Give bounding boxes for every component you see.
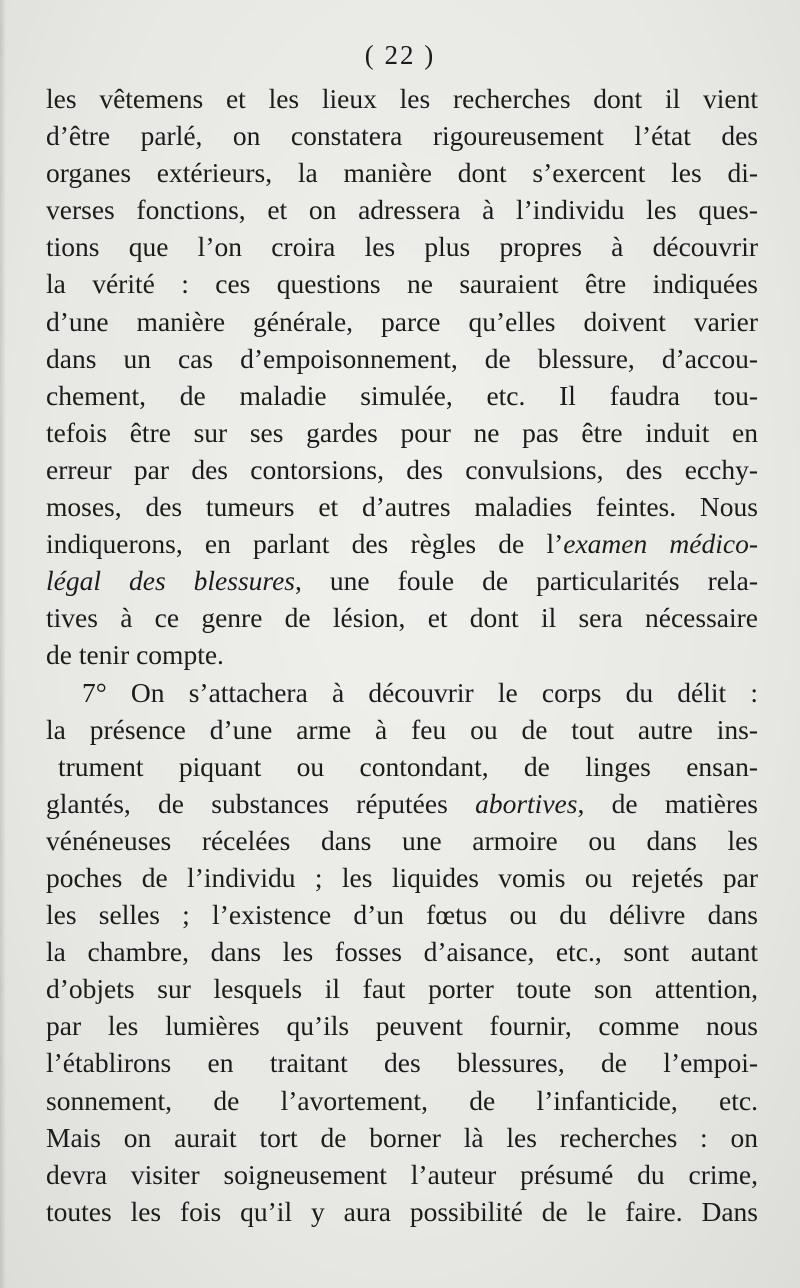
text-line [46, 377, 758, 414]
text-line [46, 303, 758, 340]
text-line [46, 822, 758, 859]
text-segment: erreur par des contorsions, des convulsions, des ecchy- [46, 453, 758, 485]
text-line [46, 748, 758, 785]
text-segment: indiquerons, en parlant des règles de l’ [46, 528, 564, 560]
text-line [46, 1007, 758, 1044]
text-line [46, 525, 758, 562]
text-segment: devra visiter soigneusement l’auteur présumé du crime, [46, 1158, 758, 1190]
text-line [46, 191, 758, 228]
text-segment: toutes les fois qu’il y aura possibilité de le faire. Dans [46, 1195, 758, 1227]
text-line [46, 970, 758, 1007]
text-segment: chement, de maladie simulée, etc. Il faudra tou- [46, 379, 758, 411]
body-text [46, 80, 758, 1230]
text-segment: tions que l’on croira les plus propres à découvrir [46, 231, 758, 263]
text-segment: sonnement, de l’avortement, de l’infanticide, etc. [46, 1084, 758, 1116]
text-segment: verses fonctions, et on adressera à l’individu les ques- [46, 194, 758, 226]
text-line [46, 896, 758, 933]
italic-text-segment: examen médico- [563, 528, 759, 560]
text-segment: la chambre, dans les fosses d’aisance, etc., sont autant [46, 936, 758, 968]
text-line [46, 265, 758, 302]
text-line [46, 562, 758, 599]
text-segment: l’établirons en traitant des blessures, de l’empoi- [46, 1047, 758, 1079]
text-line [46, 451, 758, 488]
page-number: ( 22 ) [364, 40, 436, 70]
text-segment: les vêtemens et les lieux les recherches dont il vient [46, 83, 758, 114]
text-segment: d’être parlé, on constatera rigoureusement l’état des [46, 120, 758, 152]
text-segment: par les lumières qu’ils peuvent fournir, comme nous [46, 1010, 758, 1042]
text-line [46, 1156, 758, 1193]
italic-text-segment: légal des blessures [46, 565, 296, 597]
text-line [46, 154, 758, 191]
text-segment: Mais on aurait tort de borner là les recherches : on [46, 1121, 758, 1153]
text-segment: tives à ce genre de lésion, et dont il sera nécessaire [46, 602, 758, 634]
text-segment: de tenir compte. [46, 639, 224, 671]
text-segment: , de matières [577, 787, 758, 819]
italic-text-segment: abortives [475, 787, 578, 819]
text-line [46, 1044, 758, 1081]
text-segment: poches de l’individu ; les liquides vomis ou rejetés par [46, 861, 758, 893]
text-line [46, 711, 758, 748]
text-line [46, 599, 758, 636]
text-line [46, 636, 758, 673]
text-segment: dans un cas d’empoisonnement, de blessure, d’accou- [46, 342, 758, 374]
text-line [46, 1082, 758, 1119]
text-line [46, 1119, 758, 1156]
text-segment: la vérité : ces questions ne sauraient être indiquées [46, 268, 758, 300]
page-edge-shadow [0, 0, 6, 1288]
text-segment: glantés, de substances réputées [46, 787, 476, 819]
text-segment: la présence d’une arme à feu ou de tout autre ins- [46, 713, 758, 745]
text-line [46, 933, 758, 970]
text-segment: organes extérieurs, la manière dont s’exercent les di- [46, 157, 758, 189]
text-line [46, 859, 758, 896]
text-line [46, 674, 758, 711]
text-line [46, 785, 758, 822]
text-segment: tefois être sur ses gardes pour ne pas être induit en [46, 416, 758, 448]
text-line [46, 228, 758, 265]
text-segment: moses, des tumeurs et d’autres maladies feintes. Nous [46, 491, 758, 523]
text-segment: d’une manière générale, parce qu’elles doivent varier [46, 305, 758, 337]
text-line [46, 117, 758, 154]
text-segment: vénéneuses récelées dans une armoire ou dans les [46, 824, 758, 856]
text-line [46, 80, 758, 117]
text-segment: , une foule de particularités rela- [295, 565, 759, 597]
text-line [46, 340, 758, 377]
text-segment: les selles ; l’existence d’un fœtus ou du délivre dans [46, 899, 758, 931]
text-segment: 7° On s’attachera à découvrir le corps du délit : [82, 676, 758, 708]
text-segment: d’objets sur lesquels il faut porter toute son attention, [46, 973, 758, 1005]
text-line [46, 414, 758, 451]
text-segment: trument piquant ou contondant, de linges ensan- [58, 750, 758, 782]
text-line [46, 488, 758, 525]
text-line [46, 1193, 758, 1230]
